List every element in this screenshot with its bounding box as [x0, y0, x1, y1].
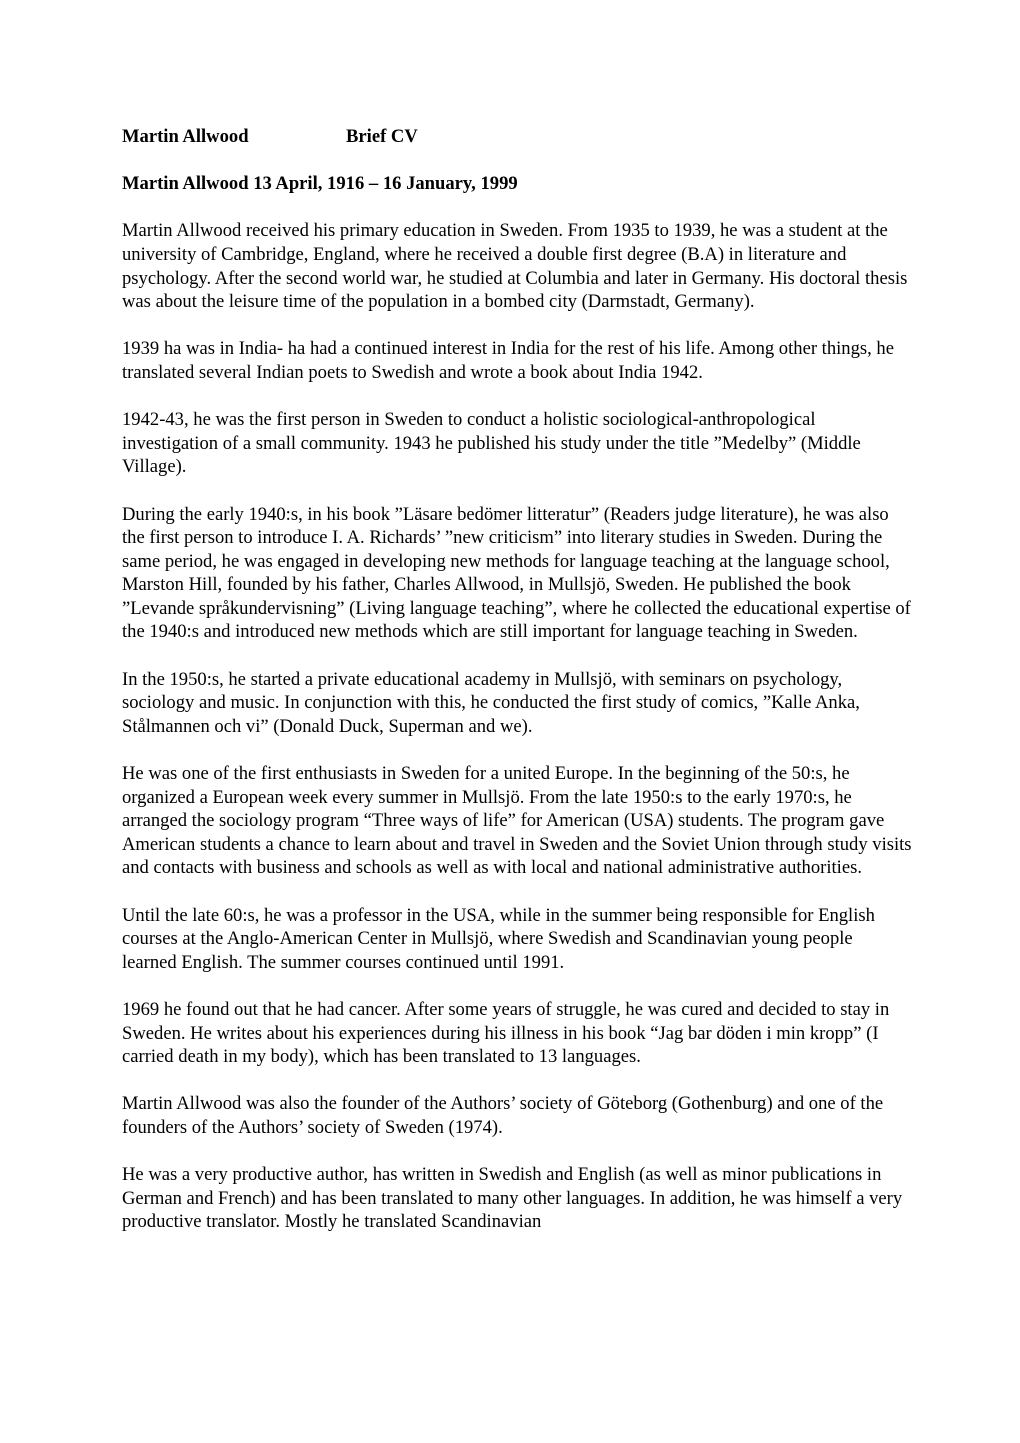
- paragraph-education: Martin Allwood received his primary education in Sweden. From 1935 to 1939, he was a student at the university of Cambridge, England, where he received a double first degree (B.A) in literature and psychology. After the second world war, he studied at Columbia and later in Germany. His doctoral thesis was about the leisure time of the population in a bombed city (Darmstadt, Germany).: [122, 220, 908, 313]
- paragraph-medelby: 1942-43, he was the first person in Sweden to conduct a holistic sociological-anthropological investigation of a small community. 1943 he published his study under the title ”Medelby” (Middle Village).: [122, 409, 861, 478]
- paragraph-illness: 1969 he found out that he had cancer. After some years of struggle, he was cured and decided to stay in Sweden. He writes about his experiences during his illness in his book “Jag bar döden i min kropp” (I carried death in my body), which has been translated to 13 languages.: [122, 998, 890, 1068]
- cv-title: [122, 125, 912, 149]
- paragraph-europe: He was one of the first enthusiasts in Sweden for a united Europe. In the beginning of the 50:s, he organized a European week every summer in Mullsjö. From the late 1950:s to the early 1970:s, he arranged the sociology program “Three ways of life” for American (USA) students. The program gave American students a chance to learn about and travel in Sweden and the Soviet Union through study visits and contacts with business and schools as well as with local and national administrative authorities.: [122, 763, 912, 879]
- paragraph-productive-author: He was a very productive author, has written in Swedish and English (as well as minor publications in German and French) and has been translated to many other languages. In addition, he was himself a very productive translator. Mostly he translated Scandinavian: [122, 1164, 903, 1233]
- paragraph-academy: In the 1950:s, he started a private educational academy in Mullsjö, with seminars on psychology, sociology and music. In conjunction with this, he conducted the first study of comics, ”Kalle Anka, Stålmannen och vi” (Donald Duck, Superman and we).: [122, 668, 860, 737]
- author-name: Martin Allwood: [122, 126, 249, 147]
- lifespan-heading: Martin Allwood 13 April, 1916 – 16 January, 1999: [122, 173, 518, 195]
- paragraph-literature-language: During the early 1940:s, in his book ”Läsare bedömer litteratur” (Readers judge literature), he was also the first person to introduce I. A. Richards’ ”new criticism” into literary studies in Sweden. During the same period, he was engaged in developing new methods for language teaching at the language school, Marston Hill, founded by his father, Charles Allwood, in Mullsjö, Sweden. He published the book ”Levande språkundervisning” (Living language teaching”, where he collected the educational expertise of the 1940:s and introduced new methods which are still important for language teaching in Sweden.: [122, 503, 911, 643]
- paragraph-india: 1939 ha was in India- ha had a continued interest in India for the rest of his life. Among other things, he translated several Indian poets to Swedish and wrote a book about India 1942.: [122, 338, 894, 383]
- paragraph-professor: Until the late 60:s, he was a professor in the USA, while in the summer being responsible for English courses at the Anglo-American Center in Mullsjö, where Swedish and Scandinavian young people learned English. The summer courses continued until 1991.: [122, 904, 875, 973]
- paragraph-authors-society: Martin Allwood was also the founder of the Authors’ society of Göteborg (Gothenburg) and one of the founders of the Authors’ society of Sweden (1974).: [122, 1093, 884, 1138]
- document-type: Brief CV: [346, 126, 418, 147]
- document-body: [122, 121, 912, 1234]
